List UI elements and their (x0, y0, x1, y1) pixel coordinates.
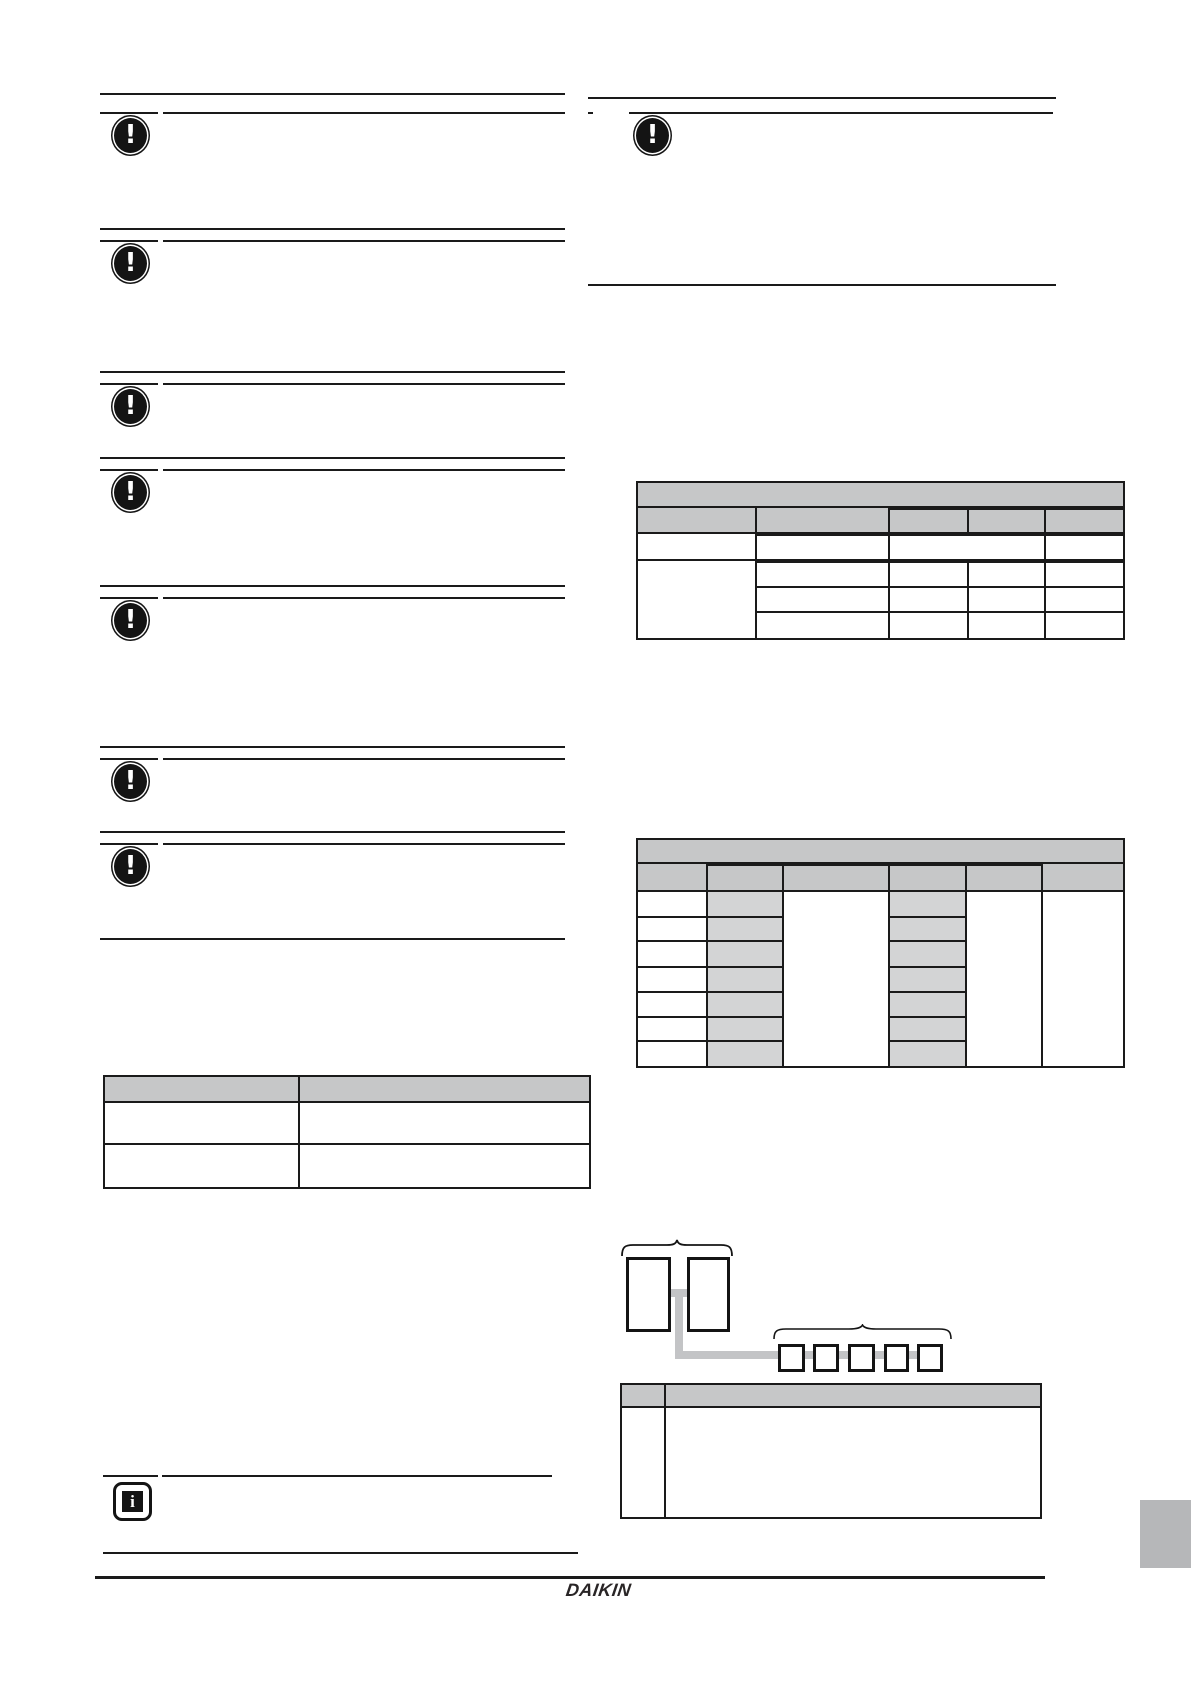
information-icon: i (113, 1482, 152, 1521)
subheader-cell (783, 865, 889, 891)
body-cell (889, 562, 968, 587)
notice-top-rule (100, 831, 565, 833)
footer-rule (95, 1576, 1045, 1579)
body-cell (299, 1102, 590, 1144)
wiring-line-icon (675, 1293, 683, 1355)
header-cell (1042, 863, 1124, 891)
header-cell (621, 1384, 665, 1407)
header-cell (637, 863, 707, 891)
body-cell-shaded (889, 1041, 966, 1067)
subheader-cell (966, 865, 1042, 891)
table-row (637, 891, 1124, 917)
subheader-cell (968, 509, 1045, 533)
body-cell (665, 1407, 1041, 1518)
table-header-row (621, 1384, 1041, 1407)
body-cell (621, 1407, 665, 1518)
exclamation-circle-icon: ! (114, 389, 147, 424)
header-cell (756, 507, 889, 533)
notice-label-rule-right (163, 597, 565, 599)
body-cell-merged (966, 891, 1042, 1067)
info-label-rule-right (162, 1475, 552, 1477)
body-cell (756, 562, 889, 587)
body-cell-merged (783, 891, 889, 1067)
body-cell (889, 612, 968, 639)
info-label-rule-left (103, 1475, 158, 1477)
notice-label-rule-left (100, 383, 158, 385)
unit-box-icon (687, 1257, 730, 1332)
body-cell (637, 891, 707, 917)
notice-label-rule-left (100, 112, 158, 114)
unit-box-icon (626, 1257, 671, 1332)
section-divider-rule (588, 284, 1056, 286)
section-divider-rule (100, 938, 565, 940)
notice-label-rule-left (100, 240, 158, 242)
body-cell (889, 535, 1045, 560)
exclamation-circle-icon: ! (114, 603, 147, 638)
notice-label-rule-right (163, 383, 565, 385)
exclamation-circle-icon: ! (114, 118, 147, 153)
body-cell-shaded (889, 1017, 966, 1041)
table-row (104, 1144, 590, 1188)
body-cell (1045, 587, 1124, 612)
body-cell (1045, 562, 1124, 587)
body-cell-shaded (707, 1017, 783, 1041)
subheader-cell (889, 865, 966, 891)
body-cell (637, 917, 707, 941)
notice-label-rule-right (163, 469, 565, 471)
subheader-cell (889, 509, 968, 533)
body-cell-shaded (889, 967, 966, 992)
notice-label-rule-right (163, 843, 565, 845)
unit-box-icon (917, 1344, 943, 1372)
body-cell-shaded (707, 1041, 783, 1067)
body-cell-shaded (889, 992, 966, 1017)
header-cell (665, 1384, 1041, 1407)
unit-box-icon (884, 1344, 909, 1372)
notice-label-rule-right (163, 112, 565, 114)
body-cell (637, 992, 707, 1017)
body-cell (637, 1017, 707, 1041)
subheader-cell (707, 865, 783, 891)
notice-label-rule-right (163, 758, 565, 760)
brace-icon (773, 1324, 952, 1340)
body-cell (637, 941, 707, 967)
table-title-row (637, 482, 1124, 507)
title-cell (637, 839, 1124, 863)
exclamation-circle-icon: ! (636, 118, 669, 153)
notice-label-rule-left (100, 843, 158, 845)
table-row (621, 1407, 1041, 1518)
body-cell (968, 612, 1045, 639)
info-closing-rule (103, 1552, 578, 1554)
notice-top-rule (100, 93, 565, 95)
notice-top-rule (100, 585, 565, 587)
body-cell (968, 562, 1045, 587)
exclamation-circle-icon: ! (114, 246, 147, 281)
notice-label-rule-right (163, 240, 565, 242)
unit-box-icon (848, 1344, 875, 1372)
unit-box-icon (778, 1344, 805, 1372)
notice-top-rule (100, 746, 565, 748)
body-cell (756, 587, 889, 612)
notice-top-rule (100, 228, 565, 230)
body-cell-shaded (707, 992, 783, 1017)
body-cell (1045, 612, 1124, 639)
spec-table-lower (636, 838, 1125, 1068)
body-cell-shaded (707, 917, 783, 941)
spec-table-upper (636, 481, 1125, 640)
body-cell (637, 533, 756, 560)
notice-top-rule (100, 457, 565, 459)
daikin-logo: DAIKIN (564, 1580, 633, 1600)
left-settings-table (103, 1075, 591, 1189)
body-cell (756, 535, 889, 560)
table-row (104, 1102, 590, 1144)
header-cell (637, 507, 756, 533)
body-cell (756, 612, 889, 639)
exclamation-circle-icon: ! (114, 764, 147, 799)
body-cell (1045, 535, 1124, 560)
subheader-cell (1045, 509, 1124, 533)
notice-label-rule-right (629, 112, 1053, 114)
body-cell-shaded (707, 967, 783, 992)
body-cell-shaded (889, 941, 966, 967)
body-cell (637, 967, 707, 992)
page-edge-tab (1140, 1500, 1191, 1568)
notice-label-rule-left (100, 469, 158, 471)
body-cell (299, 1144, 590, 1188)
body-cell (968, 587, 1045, 612)
notice-top-rule (100, 371, 565, 373)
body-cell (637, 1041, 707, 1067)
body-cell-shaded (889, 891, 966, 917)
header-cell (104, 1076, 299, 1102)
notice-label-rule-left (588, 112, 593, 114)
table-title-row (637, 839, 1124, 863)
exclamation-circle-icon: ! (114, 849, 147, 884)
notice-label-rule-left (100, 758, 158, 760)
unit-box-icon (813, 1344, 839, 1372)
header-cell (299, 1076, 590, 1102)
notice-top-rule (588, 97, 1056, 99)
body-cell-shaded (707, 941, 783, 967)
notice-label-rule-left (100, 597, 158, 599)
brace-icon (621, 1239, 733, 1257)
exclamation-circle-icon: ! (114, 475, 147, 510)
body-cell (104, 1102, 299, 1144)
title-cell (637, 482, 1124, 507)
body-cell-merged (1042, 891, 1124, 1067)
body-cell (104, 1144, 299, 1188)
body-cell (637, 560, 756, 639)
legend-table (620, 1383, 1042, 1519)
body-cell (889, 587, 968, 612)
body-cell-shaded (889, 917, 966, 941)
body-cell-shaded (707, 891, 783, 917)
table-header-row (104, 1076, 590, 1102)
